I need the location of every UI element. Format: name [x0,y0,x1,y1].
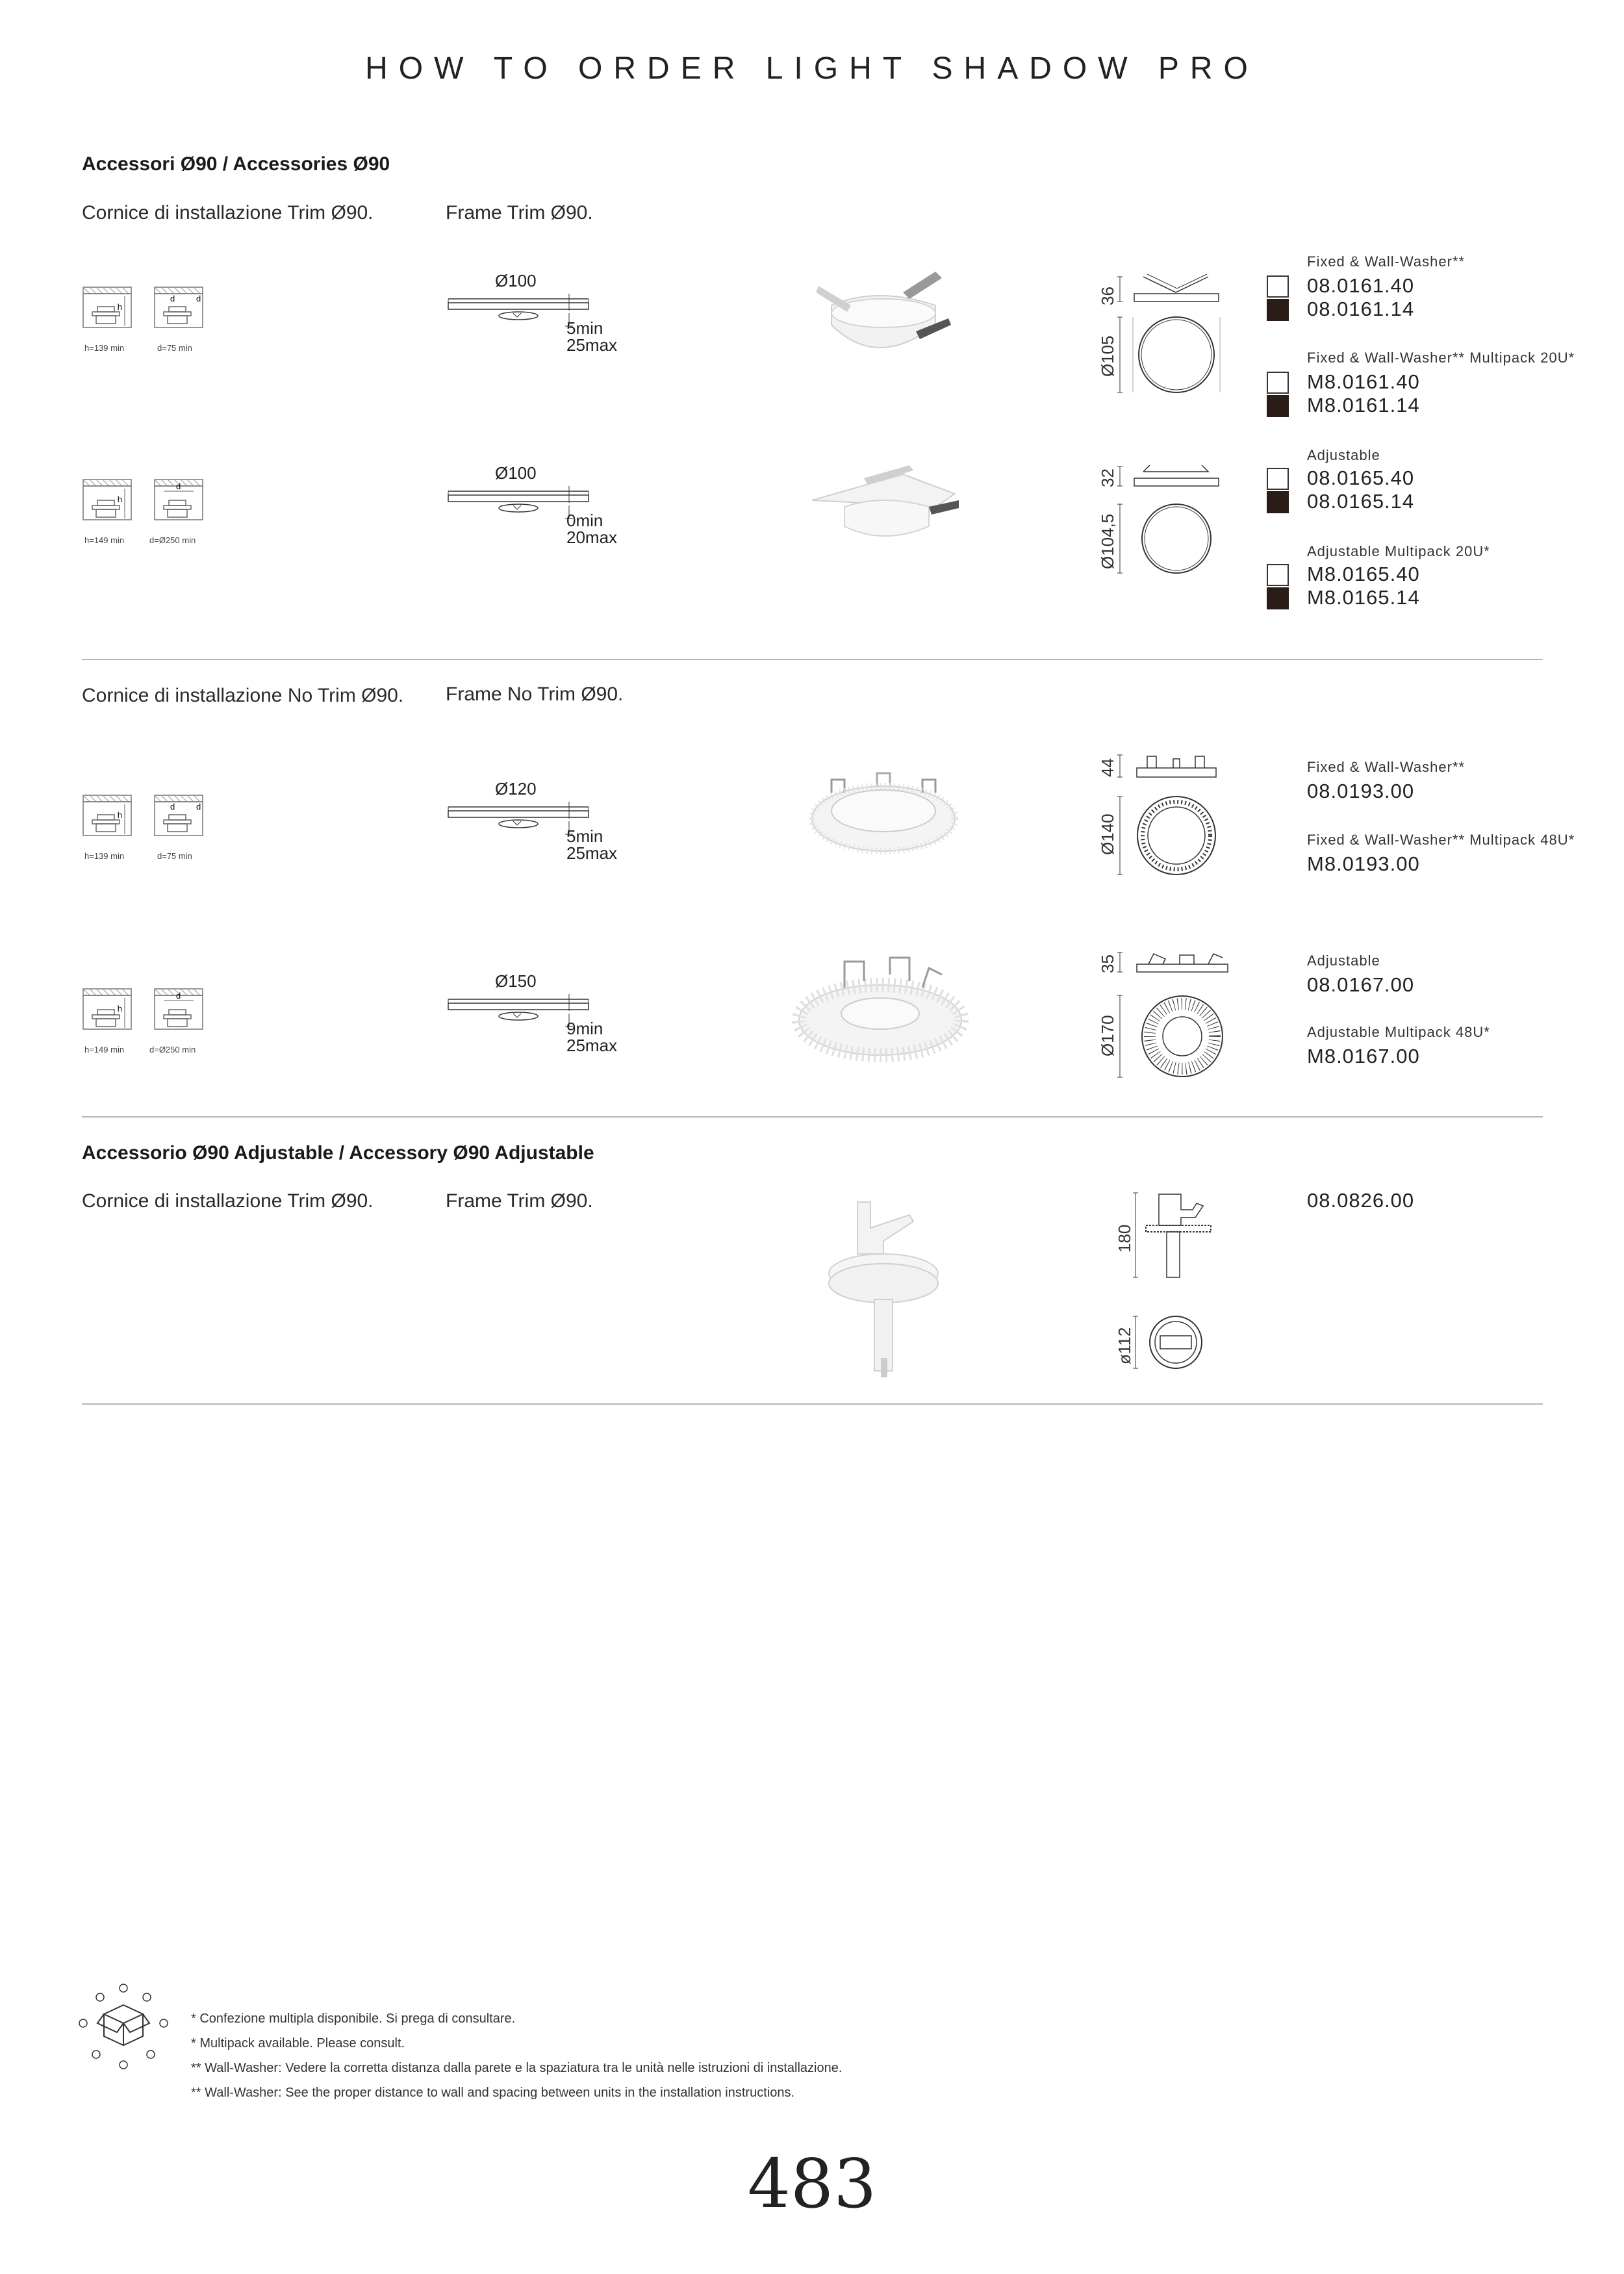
section-divider [82,1116,1543,1118]
diameter-dimension: Ø105 [1098,335,1117,377]
cutout-dimension-drawing [446,776,618,867]
cutout-dimension-drawing [446,460,618,551]
install-depth: d=75 min [157,343,192,353]
option-label: Fixed & Wall-Washer** Multipack 20U* [1307,350,1575,366]
svg-text:h: h [117,810,122,820]
height-dimension: 32 [1098,468,1117,487]
product-code: M8.0161.40 [1307,370,1420,393]
cutout-dimension-drawing [446,968,618,1059]
product-code: 08.0165.14 [1307,490,1415,513]
svg-text:h: h [117,302,122,312]
group1-desc-en: Frame Trim Ø90. [446,202,593,224]
black-finish-swatch [1267,395,1289,417]
frame-no-trim-product-image [806,754,961,864]
product-code: 08.0161.14 [1307,298,1415,320]
installation-diagram [82,787,218,865]
install-height: h=139 min [84,343,125,353]
option-label: Adjustable [1307,447,1380,463]
product-code: 08.0165.40 [1307,466,1415,489]
page-title: HOW TO ORDER LIGHT SHADOW PRO [365,51,1259,86]
option-label: Adjustable Multipack 20U* [1307,543,1490,559]
footnote: * Confezione multipla disponibile. Si prega di consultare. [191,2012,516,2026]
white-finish-swatch [1267,372,1289,394]
accessory-side-and-top-view [1133,1186,1237,1381]
cutout-diameter: Ø100 [495,463,537,483]
height-dimension: 36 [1098,287,1117,305]
frame-trim-adjustable-product-image [806,455,961,552]
thickness-min: 0min [566,511,603,530]
white-finish-swatch [1267,468,1289,490]
cutout-diameter: Ø100 [495,271,537,290]
diameter-dimension: Ø104,5 [1098,513,1117,569]
install-height: h=149 min [84,535,125,545]
option-label: Adjustable [1307,952,1380,969]
product-code: 08.0167.00 [1307,973,1415,996]
product-code: M8.0193.00 [1307,852,1420,875]
black-finish-swatch [1267,587,1289,609]
section-heading-accessory-adjustable: Accessorio Ø90 Adjustable / Accessory Ø90 Adjustable [82,1142,594,1164]
diameter-dimension: Ø170 [1098,1015,1117,1056]
frame-side-and-top-view [1117,269,1247,399]
height-dimension: 35 [1098,954,1117,973]
product-code: 08.0193.00 [1307,780,1415,802]
adjustable-accessory-product-image [818,1189,948,1384]
black-finish-swatch [1267,491,1289,513]
thickness-max: 25max [566,843,618,863]
thickness-min: 5min [566,826,603,846]
install-height: h=149 min [84,1045,125,1054]
install-depth: d=Ø250 min [149,535,196,545]
section-heading-accessories: Accessori Ø90 / Accessories Ø90 [82,153,390,175]
thickness-min: 9min [566,1019,603,1038]
svg-text:d: d [170,294,175,303]
svg-text:h: h [117,1004,122,1014]
section-divider [82,1403,1543,1405]
footnote: ** Wall-Washer: See the proper distance to wall and spacing between units in the installation instructions. [191,2086,795,2100]
cutout-dimension-drawing [446,268,618,359]
install-depth: d=Ø250 min [149,1045,196,1054]
svg-text:d: d [176,481,181,491]
product-code: M8.0165.14 [1307,586,1420,609]
option-label: Fixed & Wall-Washer** Multipack 48U* [1307,832,1575,848]
install-depth: d=75 min [157,851,192,861]
footnote: * Multipack available. Please consult. [191,2036,405,2050]
option-label: Adjustable Multipack 48U* [1307,1024,1490,1040]
section2-desc-en: Frame Trim Ø90. [446,1190,593,1212]
thickness-max: 25max [566,335,618,355]
svg-text:d: d [176,991,181,1001]
group2-desc-it: Cornice di installazione No Trim Ø90. [82,685,404,706]
diameter-dimension: Ø140 [1098,813,1117,855]
frame-no-trim-adjustable-product-image [793,949,968,1066]
product-code: M8.0167.00 [1307,1045,1420,1067]
frame-side-and-top-view [1117,751,1247,881]
installation-diagram [82,279,218,357]
frame-side-and-top-view [1117,463,1247,580]
installation-diagram [82,472,218,550]
option-label: Fixed & Wall-Washer** [1307,759,1465,775]
svg-text:d: d [196,802,201,811]
thickness-max: 25max [566,1036,618,1055]
product-code: 08.0826.00 [1307,1189,1415,1212]
multipack-box-icon [78,1982,169,2073]
product-code: M8.0165.40 [1307,563,1420,585]
diameter-dimension: ø112 [1115,1327,1134,1364]
height-dimension: 180 [1115,1224,1134,1253]
white-finish-swatch [1267,564,1289,586]
svg-text:d: d [170,802,175,811]
group1-desc-it: Cornice di installazione Trim Ø90. [82,202,374,224]
svg-text:h: h [117,494,122,504]
install-height: h=139 min [84,851,125,861]
cutout-diameter: Ø120 [495,779,537,798]
svg-text:d: d [196,294,201,303]
thickness-min: 5min [566,318,603,338]
section-divider [82,659,1543,660]
frame-side-and-top-view [1117,950,1247,1080]
thickness-max: 20max [566,528,618,547]
footnote: ** Wall-Washer: Vedere la corretta distanza dalla parete e la spaziatura tra le unità nelle istruzioni di installazione. [191,2061,843,2075]
black-finish-swatch [1267,299,1289,321]
product-code: M8.0161.14 [1307,394,1420,416]
group2-desc-en: Frame No Trim Ø90. [446,683,624,705]
height-dimension: 44 [1098,758,1117,777]
frame-trim-product-image [806,260,961,364]
page-number: 483 [747,2144,877,2223]
product-code: 08.0161.40 [1307,274,1415,297]
option-label: Fixed & Wall-Washer** [1307,253,1465,270]
cutout-diameter: Ø150 [495,971,537,991]
installation-diagram [82,981,218,1059]
section2-desc-it: Cornice di installazione Trim Ø90. [82,1190,374,1212]
white-finish-swatch [1267,275,1289,298]
